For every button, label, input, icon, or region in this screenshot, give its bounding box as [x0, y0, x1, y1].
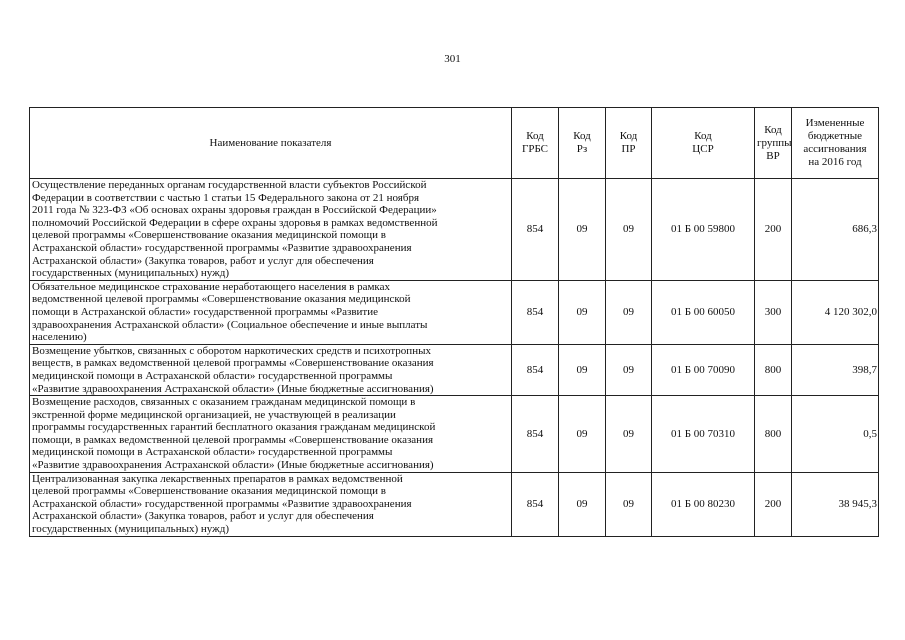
table-row	[30, 344, 879, 395]
row-description: Возмещение расходов, связанных с оказанием гражданам медицинской помощи в экстренной форме медицинской организацией, не участвующей в реализации программы государственных гарантий бесплатного оказания гражданам медицинской помощи, в рамках ведомственной целевой программы «Совершенствование оказания медицинской помощи в Астраханской области» государственной программы «Развитие здравоохранения Астраханской области» (Иные бюджетные ассигнования)	[30, 396, 512, 473]
table-row	[30, 179, 879, 281]
header-csr: Код ЦСР	[652, 108, 755, 179]
code-vr: 200	[755, 179, 792, 281]
row-description: Централизованная закупка лекарственных препаратов в рамках ведомственной целевой программы «Совершенствование оказания медицинской помощи в Астраханской области» государственной программы «Развитие здравоохранения Астраханской области» (Закупка товаров, работ и услуг для обеспечения государственных (муниципальных) нужд)	[30, 472, 512, 536]
header-amount: Измененные бюджетные ассигнования на 2016 год	[792, 108, 879, 179]
code-csr: 01 Б 00 80230	[652, 472, 755, 536]
row-description: Осуществление переданных органам государственной власти субъектов Российской Федерации в соответствии с частью 1 статьи 15 Федерального закона от 21 ноября 2011 года № 323-ФЗ «Об основах охраны здоровья граждан в Российской Федерации» полномочий Российской Федерации в сфере охраны здоровья в рамках ведомственной целевой программы «Совершенствование оказания медицинской помощи в Астраханской области» государственной программы «Развитие здравоохранения Астраханской области» (Закупка товаров, работ и услуг для обеспечения государственных (муниципальных) нужд)	[30, 179, 512, 281]
row-description: Возмещение убытков, связанных с оборотом наркотических средств и психотропных веществ, в рамках ведомственной целевой программы «Совершенствование оказания медицинской помощи в Астраханской области» государственной программы «Развитие здравоохранения Астраханской области» (Иные бюджетные ассигнования)	[30, 344, 512, 395]
header-name: Наименование показателя	[30, 108, 512, 179]
row-description: Обязательное медицинское страхование неработающего населения в рамках ведомственной целевой программы «Совершенствование оказания медицинской помощи в Астраханской области» государственной программы «Развитие здравоохранения Астраханской области» (Социальное обеспечение и иные выплаты населению)	[30, 280, 512, 344]
code-pr: 09	[606, 179, 652, 281]
code-rz: 09	[559, 344, 606, 395]
code-vr: 200	[755, 472, 792, 536]
code-csr: 01 Б 00 59800	[652, 179, 755, 281]
table-row	[30, 396, 879, 473]
code-pr: 09	[606, 396, 652, 473]
header-rz: Код Рз	[559, 108, 606, 179]
table-row	[30, 472, 879, 536]
amount-value: 686,3	[792, 179, 879, 281]
page-number: 301	[444, 53, 461, 65]
code-rz: 09	[559, 396, 606, 473]
code-pr: 09	[606, 344, 652, 395]
code-vr: 300	[755, 280, 792, 344]
table-row	[30, 280, 879, 344]
budget-table	[29, 107, 879, 537]
amount-value: 398,7	[792, 344, 879, 395]
header-grbs: Код ГРБС	[512, 108, 559, 179]
code-grbs: 854	[512, 179, 559, 281]
code-vr: 800	[755, 344, 792, 395]
code-grbs: 854	[512, 280, 559, 344]
code-grbs: 854	[512, 472, 559, 536]
header-row	[30, 108, 879, 179]
amount-value: 4 120 302,0	[792, 280, 879, 344]
code-grbs: 854	[512, 396, 559, 473]
code-rz: 09	[559, 280, 606, 344]
code-csr: 01 Б 00 70310	[652, 396, 755, 473]
code-pr: 09	[606, 280, 652, 344]
code-grbs: 854	[512, 344, 559, 395]
code-csr: 01 Б 00 70090	[652, 344, 755, 395]
amount-value: 38 945,3	[792, 472, 879, 536]
header-pr: Код ПР	[606, 108, 652, 179]
amount-value: 0,5	[792, 396, 879, 473]
code-csr: 01 Б 00 60050	[652, 280, 755, 344]
header-vr: Код группы ВР	[755, 108, 792, 179]
code-pr: 09	[606, 472, 652, 536]
code-vr: 800	[755, 396, 792, 473]
code-rz: 09	[559, 179, 606, 281]
code-rz: 09	[559, 472, 606, 536]
